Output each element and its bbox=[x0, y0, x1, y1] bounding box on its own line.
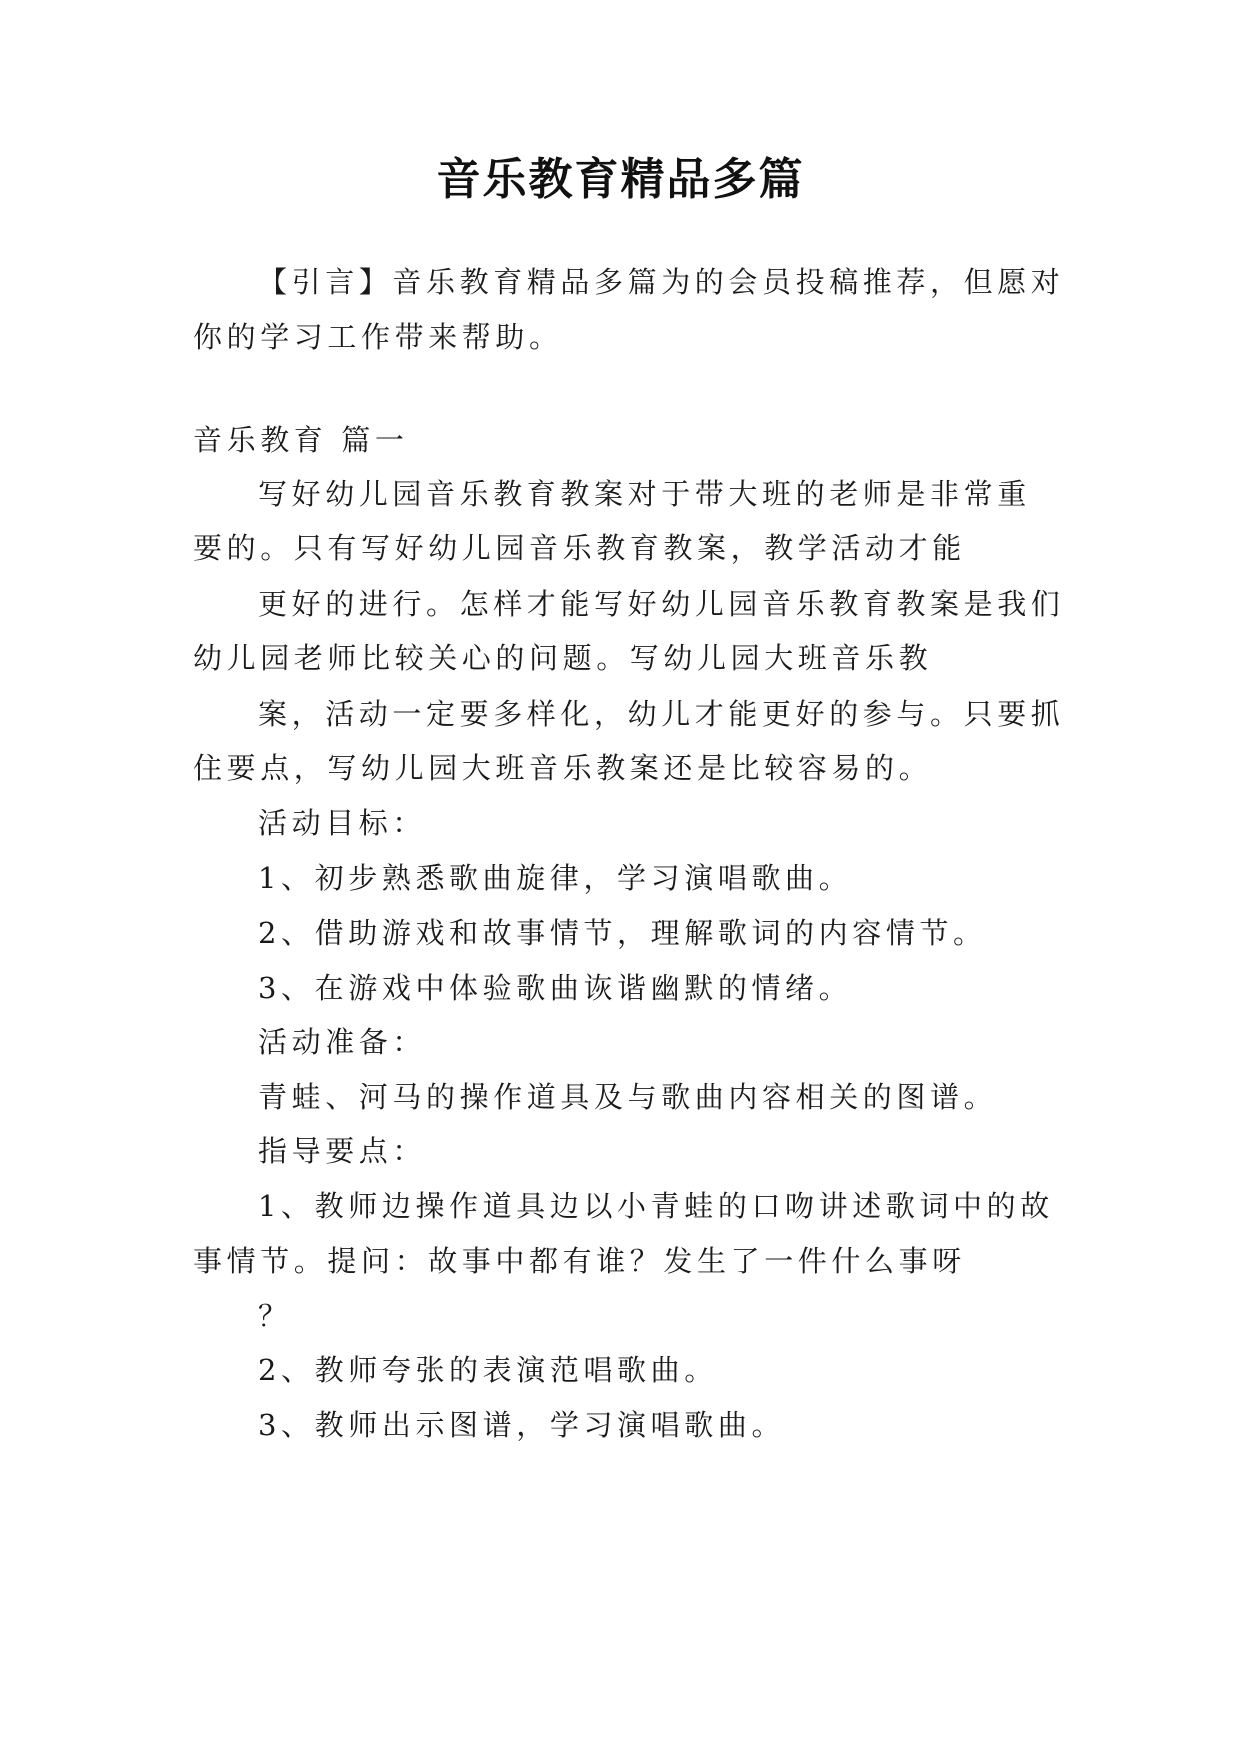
guidance-heading: 指导要点： bbox=[258, 1134, 427, 1168]
paragraph-2-line-1: 更好的进行。怎样才能写好幼儿园音乐教育教案是我们 bbox=[258, 587, 1065, 621]
guidance-item-1-line-1: 1、教师边操作道具边以小青蛙的口吻讲述歌词中的故 bbox=[258, 1189, 1054, 1223]
paragraph-2-line-2: 幼儿园老师比较关心的问题。写幼儿园大班音乐教 bbox=[193, 641, 933, 675]
goal-item-2: 2、借助游戏和故事情节，理解歌词的内容情节。 bbox=[258, 916, 987, 950]
paragraph-3-line-2: 住要点，写幼儿园大班音乐教案还是比较容易的。 bbox=[193, 751, 933, 785]
goal-item-3: 3、在游戏中体验歌曲诙谐幽默的情绪。 bbox=[258, 971, 853, 1005]
preparation-heading: 活动准备： bbox=[258, 1025, 427, 1059]
guidance-item-1-line-2: 事情节。提问：故事中都有谁？发生了一件什么事呀 bbox=[193, 1244, 966, 1278]
guidance-item-2: 2、教师夸张的表演范唱歌曲。 bbox=[258, 1353, 718, 1387]
goals-heading: 活动目标： bbox=[258, 806, 427, 840]
section-heading: 音乐教育 篇一 bbox=[193, 423, 409, 457]
guidance-item-3: 3、教师出示图谱，学习演唱歌曲。 bbox=[258, 1408, 786, 1442]
intro-line-2: 你的学习工作带来帮助。 bbox=[193, 320, 563, 354]
paragraph-1-line-2: 要的。只有写好幼儿园音乐教育教案，教学活动才能 bbox=[193, 531, 966, 565]
paragraph-1-line-1: 写好幼儿园音乐教育教案对于带大班的老师是非常重 bbox=[258, 477, 1031, 511]
document-title: 音乐教育精品多篇 bbox=[436, 154, 805, 205]
paragraph-3-line-1: 案，活动一定要多样化，幼儿才能更好的参与。只要抓 bbox=[258, 697, 1065, 731]
goal-item-1: 1、初步熟悉歌曲旋律，学习演唱歌曲。 bbox=[258, 861, 853, 895]
preparation-text: 青蛙、河马的操作道具及与歌曲内容相关的图谱。 bbox=[258, 1080, 998, 1114]
guidance-item-1-line-3: ？ bbox=[258, 1299, 292, 1333]
intro-line-1: 【引言】音乐教育精品多篇为的会员投稿推荐，但愿对 bbox=[258, 265, 1065, 299]
